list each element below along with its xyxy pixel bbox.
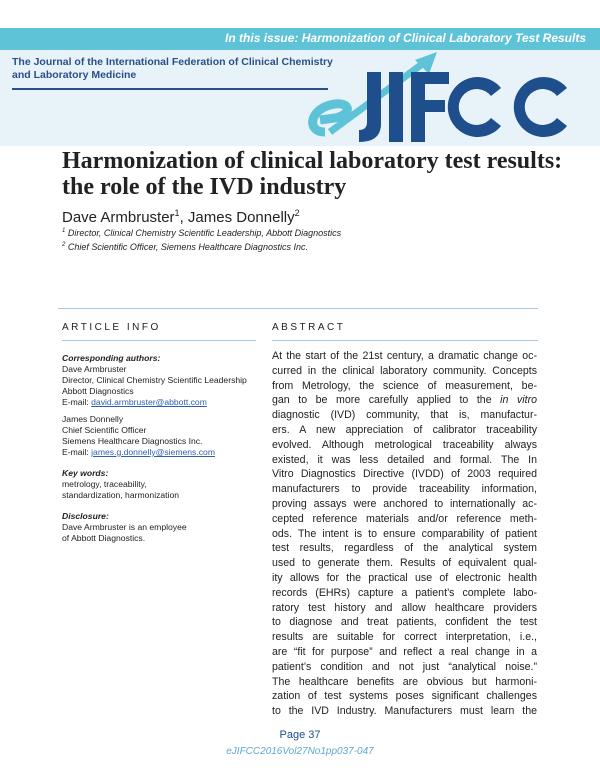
abstract-line: ers. A new appreciation of calibrator traceability [272, 423, 537, 436]
ejifcc-logo [305, 52, 595, 146]
aff-text: Chief Scientific Officer, Siemens Healthcare Diagnostics Inc. [67, 242, 308, 252]
author-list: Dave Armbruster$^1$, James Donnelly$^2$ [62, 208, 300, 226]
email-link[interactable]: james.g.donnelly@siemens.com [91, 447, 215, 457]
disclosure-text: Dave Armbruster is an employee [62, 522, 187, 532]
abstract-line: proving assays were anchored to internationally ac- [272, 497, 537, 510]
title-line: Harmonization of clinical laboratory test results: [62, 148, 563, 174]
affiliation [62, 239, 308, 253]
abstract-line: results are suitable for correct interpretation, i.e., [272, 631, 537, 644]
abstract-line: records (EHRs) capture a patient’s complete labo- [272, 586, 537, 599]
author-name: James Donnelly [62, 414, 124, 424]
abstract-line: ods. The intent is to ensure comparability of patient [272, 527, 537, 540]
aff-text: Director, Clinical Chemistry Scientific Leadership, Abbott Diagnostics [67, 228, 342, 238]
author-sup: 2 [294, 208, 300, 218]
issue-banner-text: In this issue: Harmonization of Clinical Laboratory Test Results [225, 31, 586, 45]
abstract-line: to diagnose and treat patients, confident the test [272, 616, 537, 629]
keywords: metrology, traceability, [62, 479, 147, 489]
page-number: Page 37 [279, 729, 321, 741]
author-title: Chief Scientific Officer [62, 425, 147, 435]
abstract-line: Vitro Diagnostics Directive (IVDD) of 2003 required [272, 468, 537, 481]
author-title: Director, Clinical Chemistry Scientific Leadership [62, 375, 247, 385]
keywords: standardization, harmonization [62, 490, 180, 500]
disclosure-text: of Abbott Diagnostics. [62, 533, 146, 543]
abstract-line: test results, regardless of the analytical system [272, 542, 537, 555]
abstract-line: ity allows for the practical use of electronic health [272, 571, 537, 584]
abstract-line: zation of test systems poses significant challenges [272, 690, 537, 703]
disclosure-label: Disclosure: [62, 511, 109, 521]
abstract-line: existed, it was less detailed and formal. The In [272, 453, 537, 466]
email-row [62, 447, 267, 458]
abstract-line: ratory test history and allow healthcare providers [272, 601, 537, 614]
title-line: the role of the IVD industry [62, 174, 347, 200]
author-sup: 1 [174, 208, 180, 218]
header-rule [12, 88, 328, 90]
issue-banner [0, 28, 600, 50]
citation: eJIFCC2016Vol27No1pp037-047 [226, 746, 374, 757]
abstract-line: curred in the clinical laboratory community. Concepts [272, 364, 537, 377]
keywords-label: Key words: [62, 468, 109, 478]
aff-sup: 1 [62, 228, 66, 234]
abstract-line: manufacturers to provide traceability information, [272, 483, 537, 496]
author-name: Dave Armbruster [62, 364, 127, 374]
article-info [62, 353, 267, 544]
divider [62, 340, 256, 341]
emphasis: in vitro [500, 394, 537, 407]
abstract-line: used to generate them. Results of equivalent qual- [272, 557, 537, 570]
abstract-line: are “fit for purpose” and reflect a real change in a [272, 645, 537, 658]
article-info-heading: ARTICLE INFO [62, 322, 161, 333]
journal-name-line: The Journal of the International Federation of Clinical Chemistry [12, 56, 333, 68]
abstract-heading: ABSTRACT [272, 322, 346, 333]
abstract-line: diagnostic (IVD) community, that is, manufactur- [272, 409, 537, 422]
affiliation [62, 225, 341, 239]
email-label: E-mail: [62, 447, 92, 457]
email-row [62, 397, 267, 408]
abstract-line: to the IVD Industry. Manufacturers must learn the [272, 705, 537, 718]
aff-sup: 2 [62, 242, 66, 248]
abstract-line: patient’s condition and not just “analytical noise.” [272, 660, 537, 673]
article-title [62, 148, 562, 200]
abstract-line: from Metrology, the science of measurement, be- [272, 379, 537, 392]
abstract-body [272, 349, 537, 719]
author-org: Siemens Healthcare Diagnostics Inc. [62, 436, 203, 446]
journal-name [12, 56, 333, 82]
email-link[interactable]: david.armbruster@abbott.com [91, 397, 207, 407]
abstract-line: cepted reference materials and/or reference meth- [272, 512, 537, 525]
journal-name-line: and Laboratory Medicine [12, 69, 137, 81]
author-name: Dave Armbruster [62, 209, 175, 226]
abstract-line: The healthcare benefits are obvious but harmoni- [272, 675, 537, 688]
divider [58, 308, 538, 309]
author-org: Abbott Diagnostics [62, 386, 134, 396]
author-name: James Donnelly [187, 209, 295, 226]
abstract-line: gan to be more carefully applied to the in vitro [272, 394, 537, 407]
divider [272, 340, 538, 341]
email-label: E-mail: [62, 397, 92, 407]
abstract-line: evolved. Although metrological traceability always [272, 438, 537, 451]
corresponding-label: Corresponding authors: [62, 353, 161, 363]
abstract-line: At the start of the 21st century, a dramatic change oc- [272, 350, 537, 362]
